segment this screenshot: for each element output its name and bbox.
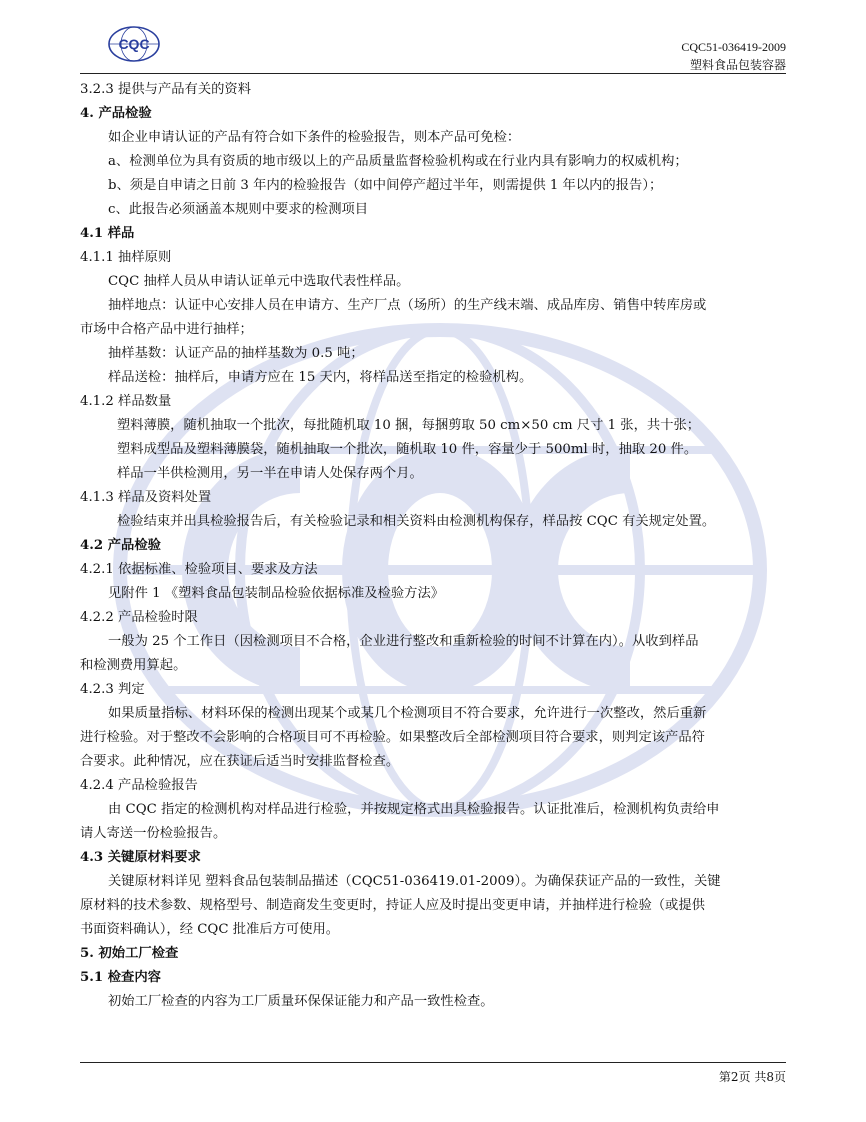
paragraph-line: 检验结束并出具检验报告后，有关检验记录和相关资料由检测机构保存，样品按 CQC 有关规定处置。 (117, 514, 716, 529)
section-heading: 4.1 样品 (80, 226, 135, 241)
paragraph-line: CQC 抽样人员从申请认证单元中选取代表性样品。 (108, 274, 410, 289)
paragraph-line: b、须是自申请之日前 3 年内的检验报告（如中间停产超过半年，则需提供 1 年以内的报告）； (108, 178, 663, 193)
header-divider (80, 73, 786, 74)
section-heading: 4.2 产品检验 (80, 538, 161, 553)
paragraph-line: 4.1.2 样品数量 (80, 394, 172, 409)
paragraph-line: 样品一半供检测用，另一半在申请人处保存两个月。 (117, 466, 423, 481)
paragraph-line: 塑料成型品及塑料薄膜袋，随机抽取一个批次，随机取 10 件，容量少于 500ml 时，抽取 20 件。 (117, 442, 698, 457)
paragraph-line: a、检测单位为具有资质的地市级以上的产品质量监督检验机构或在行业内具有影响力的权威机构； (108, 154, 688, 169)
cqc-logo (108, 26, 160, 62)
paragraph-line: 抽样地点：认证中心安排人员在申请方、生产厂点（场所）的生产线末端、成品库房、销售中转库房或 (108, 298, 707, 313)
page-header (80, 26, 786, 78)
paragraph-line: 样品送检：抽样后，申请方应在 15 天内，将样品送至指定的检验机构。 (108, 370, 533, 385)
paragraph-line: 和检测费用算起。 (80, 658, 187, 673)
document-body (80, 78, 786, 1014)
paragraph-line: 关键原材料详见 塑料食品包装制品描述（CQC51-036419.01-2009）。为确保获证产品的一致性，关键 (108, 874, 721, 889)
paragraph-line: 如企业申请认证的产品有符合如下条件的检验报告，则本产品可免检： (108, 130, 521, 145)
document-code: CQC51-036419-2009 (681, 40, 786, 54)
paragraph-line: 4.2.1 依据标准、检验项目、要求及方法 (80, 562, 318, 577)
paragraph-line: 4.2.2 产品检验时限 (80, 610, 198, 625)
section-heading: 5. 初始工厂检查 (80, 946, 179, 961)
paragraph-line: 书面资料确认），经 CQC 批准后方可使用。 (80, 922, 340, 937)
section-heading: 4. 产品检验 (80, 106, 152, 121)
paragraph-line: 请人寄送一份检验报告。 (80, 826, 227, 841)
paragraph-line: 3.2.3 提供与产品有关的资料 (80, 82, 252, 97)
page-number: 第2页 共8页 (718, 1070, 786, 1084)
paragraph-line: 抽样基数：认证产品的抽样基数为 0.5 吨； (108, 346, 364, 361)
document-title: 塑料食品包装容器 (689, 58, 786, 72)
logo-text: CQC (118, 36, 150, 52)
paragraph-line: 合要求。此种情况，应在获证后适当时安排监督检查。 (80, 754, 400, 769)
paragraph-line: 原材料的技术参数、规格型号、制造商发生变更时，持证人应及时提出变更申请，并抽样进行检验（或提供 (80, 898, 705, 913)
footer-divider (80, 1062, 786, 1063)
paragraph-line: 由 CQC 指定的检测机构对样品进行检验，并按规定格式出具检验报告。认证批准后，检测机构负责给申 (108, 802, 720, 817)
paragraph-line: c、此报告必须涵盖本规则中要求的检测项目 (108, 202, 369, 217)
section-heading: 4.3 关键原材料要求 (80, 850, 201, 865)
paragraph-line: 市场中合格产品中进行抽样； (80, 322, 253, 337)
paragraph-line: 4.1.3 样品及资料处置 (80, 490, 212, 505)
paragraph-line: 进行检验。对于整改不会影响的合格项目可不再检验。如果整改后全部检测项目符合要求，则判定该产品符 (80, 730, 705, 745)
paragraph-line: 如果质量指标、材料环保的检测出现某个或某几个检测项目不符合要求，允许进行一次整改，然后重新 (108, 706, 707, 721)
paragraph-line: 4.2.3 判定 (80, 682, 145, 697)
paragraph-line: 一般为 25 个工作日（因检测项目不合格，企业进行整改和重新检验的时间不计算在内）。从收到样品 (108, 634, 699, 649)
section-heading: 5.1 检查内容 (80, 970, 161, 985)
paragraph-line: 4.1.1 抽样原则 (80, 250, 172, 265)
paragraph-line: 塑料薄膜，随机抽取一个批次，每批随机取 10 捆，每捆剪取 50 cm×50 cm 尺寸 1 张，共十张； (117, 418, 701, 433)
paragraph-line: 见附件 1 《塑料食品包装制品检验依据标准及检验方法》 (108, 586, 445, 601)
paragraph-line: 4.2.4 产品检验报告 (80, 778, 198, 793)
paragraph-line: 初始工厂检查的内容为工厂质量环保保证能力和产品一致性检查。 (108, 994, 494, 1009)
